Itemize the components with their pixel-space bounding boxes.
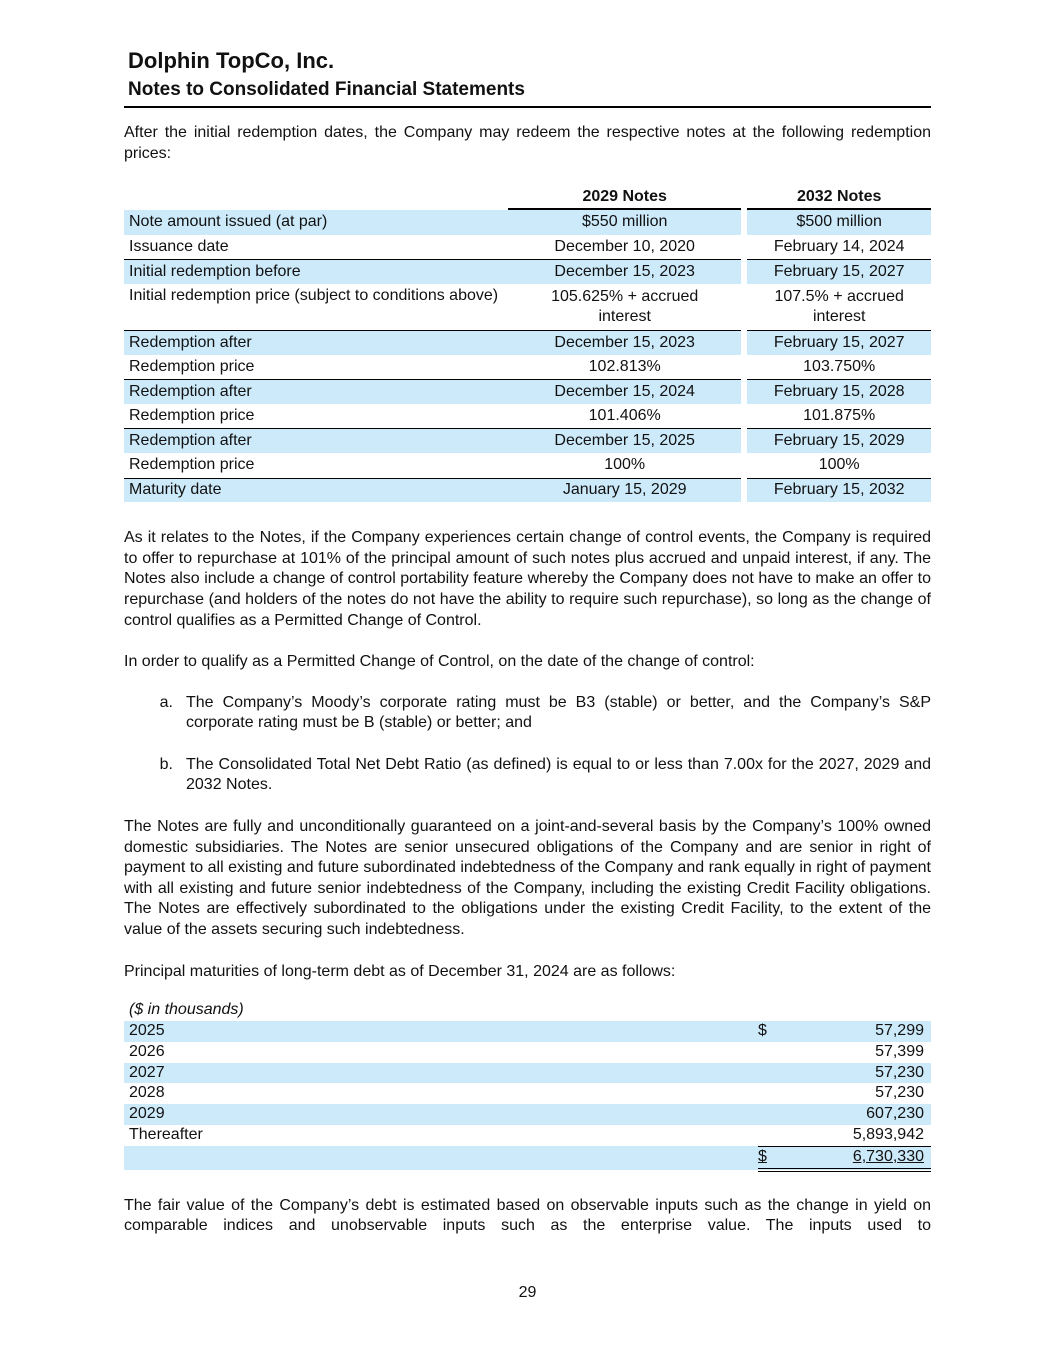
cell-2032: 107.5% + accrued interest xyxy=(774,287,904,326)
column-header-2029: 2029 Notes xyxy=(508,186,741,210)
table-caption: ($ in thousands) xyxy=(129,1001,244,1019)
conditions-list xyxy=(124,693,931,796)
list-marker: b. xyxy=(159,755,173,773)
list-item xyxy=(124,755,931,796)
cell-2029: 105.625% + accrued interest xyxy=(551,287,699,326)
list-marker: a. xyxy=(159,693,173,711)
table-row xyxy=(124,428,931,453)
table-row xyxy=(124,284,931,330)
year-label: 2026 xyxy=(129,1042,165,1060)
cell-2029: 101.406% xyxy=(588,406,661,424)
table-row xyxy=(124,1021,931,1042)
table-header-row xyxy=(124,186,931,210)
cell-2029: 102.813% xyxy=(588,357,661,375)
cell-2032: February 15, 2032 xyxy=(747,478,931,503)
currency-symbol: $ xyxy=(758,1021,793,1042)
cell-2032: February 15, 2027 xyxy=(747,330,931,355)
cell-2029: $550 million xyxy=(508,210,741,235)
qualify-paragraph: In order to qualify as a Permitted Change of Control, on the date of the change of control: xyxy=(124,653,755,671)
column-header-2032: 2032 Notes xyxy=(747,186,931,210)
cell-2029: January 15, 2029 xyxy=(508,478,741,503)
cell-2032: February 15, 2029 xyxy=(747,428,931,453)
year-label: 2025 xyxy=(124,1021,758,1042)
year-label: 2028 xyxy=(129,1084,165,1102)
cell-2032: 101.875% xyxy=(803,406,876,424)
cell-2032: February 15, 2027 xyxy=(747,259,931,284)
table-row xyxy=(124,404,931,429)
total-row xyxy=(124,1146,931,1169)
currency-symbol xyxy=(758,1083,793,1104)
row-label: Redemption price xyxy=(129,406,255,424)
row-label: Note amount issued (at par) xyxy=(124,210,508,235)
amount: 57,230 xyxy=(875,1084,924,1102)
fair-value-paragraph: The fair value of the Company’s debt is estimated based on observable inputs such as the change in yield on comparable indices and unobservable inputs such as the enterprise value. The inputs used to xyxy=(124,1196,931,1235)
cell-2029: 100% xyxy=(604,455,646,473)
row-label: Maturity date xyxy=(124,478,508,503)
currency-symbol xyxy=(758,1125,793,1146)
cell-2032: $500 million xyxy=(747,210,931,235)
cell-2032: 103.750% xyxy=(803,357,876,375)
total-label xyxy=(124,1146,758,1169)
table-row xyxy=(124,210,931,235)
table-row xyxy=(124,379,931,404)
table-row xyxy=(124,478,931,503)
intro-paragraph: After the initial redemption dates, the Company may redeem the respective notes at the following redemption prices: xyxy=(124,124,931,162)
currency-symbol: $ xyxy=(758,1147,767,1165)
year-label: 2029 xyxy=(124,1104,758,1125)
table-row xyxy=(124,330,931,355)
document-page xyxy=(124,46,931,1237)
row-label: Initial redemption before xyxy=(124,259,508,284)
table-row xyxy=(124,1042,931,1063)
row-label: Redemption after xyxy=(124,428,508,453)
table-row xyxy=(124,1104,931,1125)
table-row xyxy=(124,259,931,284)
table-row xyxy=(124,355,931,380)
amount: 57,299 xyxy=(793,1021,931,1042)
header-rule xyxy=(124,106,931,108)
cell-2032: February 15, 2028 xyxy=(747,379,931,404)
section-title: Notes to Consolidated Financial Statements xyxy=(128,79,525,100)
maturities-table xyxy=(124,1000,931,1171)
table-row xyxy=(124,1083,931,1104)
cell-2029: December 15, 2025 xyxy=(508,428,741,453)
cell-2029: December 15, 2024 xyxy=(508,379,741,404)
page-number: 29 xyxy=(518,1284,537,1301)
maturities-intro-paragraph: Principal maturities of long-term debt as of December 31, 2024 are as follows: xyxy=(124,962,676,980)
year-label: Thereafter xyxy=(129,1126,203,1144)
row-label: Issuance date xyxy=(129,237,229,255)
amount: 57,399 xyxy=(875,1042,924,1060)
cell-2029: December 15, 2023 xyxy=(508,259,741,284)
cell-2029: December 15, 2023 xyxy=(508,330,741,355)
row-label: Initial redemption price (subject to conditions above) xyxy=(129,286,499,304)
row-label: Redemption price xyxy=(129,357,255,375)
list-text: The Consolidated Total Net Debt Ratio (as defined) is equal to or less than 7.00x for the 2027, 2029 and 2032 Notes. xyxy=(186,755,931,794)
amount: 5,893,942 xyxy=(793,1125,931,1146)
table-row xyxy=(124,453,931,478)
year-label: 2027 xyxy=(124,1063,758,1084)
guarantee-paragraph: The Notes are fully and unconditionally guaranteed on a joint-and-several basis by the Company’s 100% owned domestic subsidiaries. The Notes are senior unsecured obligations of the Company and are senior in right of payment to all existing and future subordinated indebtedness of the Company and rank equally in right of payment with all existing and future senior indebtedness of the Company, including the existing Credit Facility obligations. The Notes are effectively subordinated to the obligations under the existing Credit Facility, to the extent of the value of the assets securing such indebtedness. xyxy=(124,818,931,939)
company-name: Dolphin TopCo, Inc. xyxy=(128,48,335,73)
table-row xyxy=(124,1063,931,1084)
amount: 607,230 xyxy=(793,1104,931,1125)
table-row xyxy=(124,235,931,260)
currency-symbol xyxy=(758,1042,793,1063)
row-label: Redemption price xyxy=(129,455,255,473)
total-amount: 6,730,330 xyxy=(852,1147,924,1165)
cell-2032: 100% xyxy=(818,455,860,473)
change-of-control-paragraph: As it relates to the Notes, if the Company experiences certain change of control events, the Company is required to offer to repurchase at 101% of the principal amount of such notes plus accrued and unpaid interest, if any. The Notes also include a change of control portability feature whereby the Company does not have to make an offer to repurchase (and holders of the notes do not have the ability to require such repurchase), so long as the change of control qualifies as a Permitted Change of Control. xyxy=(124,529,931,629)
redemption-table xyxy=(124,186,931,502)
table-row xyxy=(124,1125,931,1146)
list-text: The Company’s Moody’s corporate rating must be B3 (stable) or better, and the Company’s S&P corporate rating must be B (stable) or better; and xyxy=(186,693,931,732)
cell-2029: December 10, 2020 xyxy=(554,237,695,255)
currency-symbol xyxy=(758,1063,793,1084)
amount: 57,230 xyxy=(793,1063,931,1084)
row-label: Redemption after xyxy=(124,330,508,355)
list-item xyxy=(124,693,931,734)
currency-symbol xyxy=(758,1104,793,1125)
row-label: Redemption after xyxy=(124,379,508,404)
table-caption-row xyxy=(124,1000,931,1021)
cell-2032: February 14, 2024 xyxy=(773,237,905,255)
